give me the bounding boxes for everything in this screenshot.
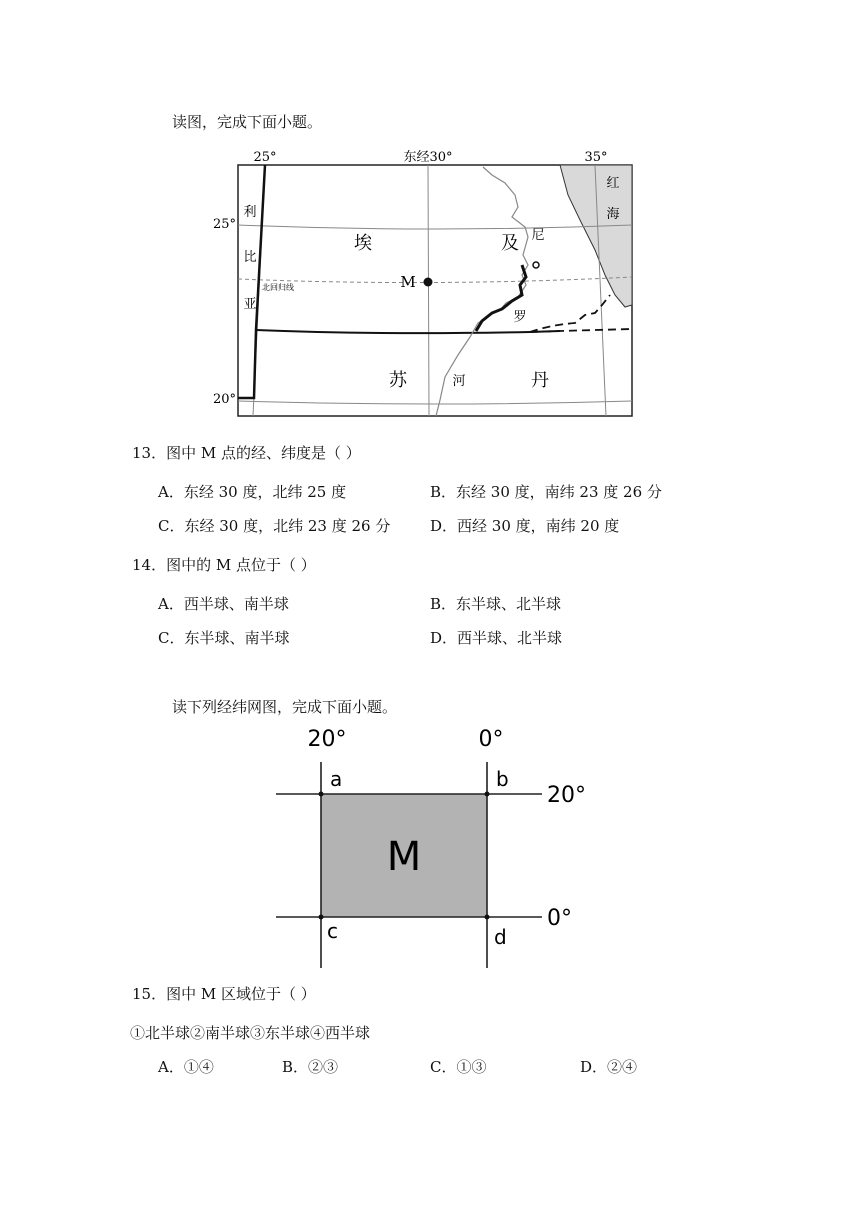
q13-option-a[interactable]: A．东经 30 度，北纬 25 度 [158,483,347,501]
corner-c-label: c [327,919,338,943]
corner-a-label: a [330,767,343,791]
point-m-dot [424,278,433,287]
q14-option-b[interactable]: B．东半球、北半球 [430,595,562,613]
corner-a-dot [319,792,324,797]
q13-option-b[interactable]: B．东经 30 度，南纬 23 度 26 分 [430,483,662,501]
label-he: 河 [452,374,466,389]
q15-option-d[interactable]: D．②④ [580,1058,638,1076]
q14-option-a[interactable]: A．西半球、南半球 [158,595,289,613]
corner-c-dot [319,915,324,920]
lon-label-25: 25° [253,150,277,165]
corner-d-label: d [494,925,507,949]
label-ji: 及 [501,233,519,254]
corner-b-dot [485,792,490,797]
section1-intro: 读图，完成下面小题。 [172,113,323,131]
q14-option-d[interactable]: D．西半球、北半球 [430,629,563,647]
tropic-label: 北回归线 [262,283,294,292]
q13-option-c[interactable]: C．东经 30 度，北纬 23 度 26 分 [158,517,391,535]
q15-stem: 15．图中 M 区域位于（ ） [132,985,316,1003]
top-label-0: 0° [478,727,504,752]
q15-option-b[interactable]: B．②③ [282,1058,339,1076]
q15-option-c[interactable]: C．①③ [430,1058,487,1076]
label-luo: 罗 [513,310,527,325]
q13-option-d[interactable]: D．西经 30 度，南纬 20 度 [430,517,620,535]
aswan-icon [533,262,539,268]
label-ya: 亚 [243,297,257,312]
lat-label-20: 20° [212,392,236,407]
label-ni: 尼 [531,228,545,243]
latlon-grid-figure [270,722,590,972]
lon-label-30: 东经30° [403,150,453,165]
region-m-label: M [386,834,422,880]
right-label-0: 0° [547,906,572,931]
corner-d-dot [485,915,490,920]
label-su: 苏 [389,370,407,391]
label-hai: 海 [606,207,620,222]
lon-label-35: 35° [584,150,608,165]
q15-option-a[interactable]: A．①④ [158,1058,214,1076]
corner-b-label: b [496,767,509,791]
lat-label-25: 25° [212,217,236,232]
q13-stem: 13．图中 M 点的经、纬度是（ ） [132,444,361,462]
label-li: 利 [243,205,257,220]
egypt-map [212,145,640,420]
section2-intro: 读下列经纬网图，完成下面小题。 [172,698,398,716]
right-label-20: 20° [547,783,586,808]
label-ai: 埃 [354,233,372,254]
q14-stem: 14．图中的 M 点位于（ ） [132,556,316,574]
label-hong: 红 [606,176,620,191]
label-dan: 丹 [531,370,549,391]
q14-option-c[interactable]: C．东半球、南半球 [158,629,290,647]
top-label-20: 20° [307,727,347,752]
label-bi: 比 [243,250,257,265]
q15-statements: ①北半球②南半球③东半球④西半球 [130,1024,371,1042]
point-m-label: M [400,273,416,291]
